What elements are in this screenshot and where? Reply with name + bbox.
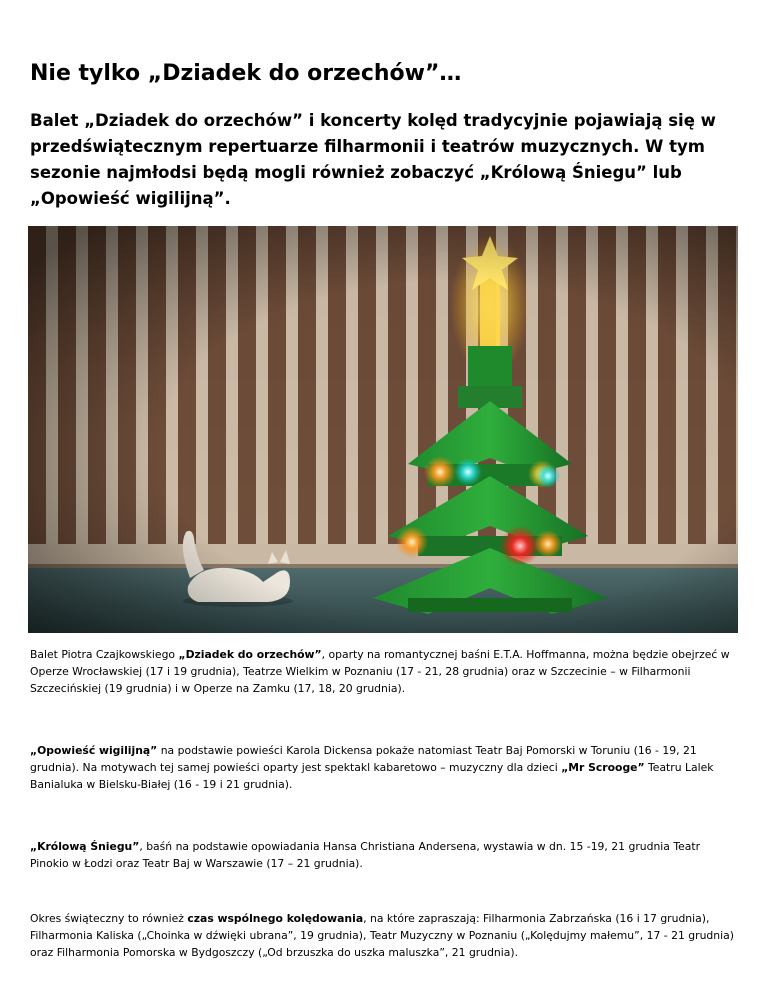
paragraph-text: , oparty na romantycznej baśni E.T.A. Hoffmanna, można będzie obejrzeć w Operze Wrocławskiej (17 i 19 grudnia), Teatrze Wielkim w Poznaniu (17 - 21, 28 grudnia) oraz w Szczecinie – w Filharmonii Szczecińskiej (19 grudnia) i w Operze na Zamku (17, 18, 20 grudnia).: [30, 648, 730, 695]
paragraph-text: , baśń na podstawie opowiadania Hansa Christiana Andersena, wystawia w dn. 15 -19, 21 grudnia Teatr Pinokio w Łodzi oraz Teatr Baj w Warszawie (17 – 21 grudnia).: [30, 840, 701, 870]
paragraph-snow-queen: [30, 838, 742, 872]
paragraph-carols: [30, 910, 742, 961]
paragraph-christmas-carol: [30, 742, 742, 793]
emphasis-title: „Dziadek do orzechów”: [178, 648, 322, 661]
paragraph-text: , na które zapraszają: Filharmonia Zabrzańska (16 i 17 grudnia), Filharmonia Kaliska („Choinka w dźwięki ubrana”, 19 grudnia), Teatr Muzyczny w Poznaniu („Kolędujmy małemu”, 17 - 21 grudnia) oraz Filharmonia Pomorska w Bydgoszczy („Od brzuszka do uszka maluszka”, 21 grudnia).: [30, 912, 734, 959]
article-title: Nie tylko „Dziadek do orzechów”…: [30, 61, 462, 86]
paragraph-text: Teatru Lalek Banialuka w Bielsku-Białej (16 - 19 i 21 grudnia).: [30, 761, 714, 791]
emphasis-title: „Mr Scrooge”: [561, 761, 645, 774]
paragraph-nutcracker: [30, 646, 742, 697]
emphasis-title: „Opowieść wigilijną”: [30, 744, 158, 757]
paragraph-text: na podstawie powieści Karola Dickensa pokaże natomiast Teatr Baj Pomorski w Toruniu (16 - 19, 21 grudnia). Na motywach tej samej powieści oparty jest spektakl kabaretowo – muzyczny dla dzieci: [30, 744, 697, 774]
paragraph-text: Okres świąteczny to również: [30, 912, 188, 925]
article-photo: [28, 226, 738, 633]
emphasis-title: „Królową Śniegu”: [30, 840, 140, 853]
article-lead: Balet „Dziadek do orzechów” i koncerty kolęd tradycyjnie pojawiają się w przedświątecznym repertuarze filharmonii i teatrów muzycznych. W tym sezonie najmłodsi będą mogli również zobaczyć „Królową Śniegu” lub „Opowieść wigilijną”.: [30, 111, 716, 208]
emphasis-phrase: czas wspólnego kolędowania: [187, 912, 364, 925]
paragraph-text: Balet Piotra Czajkowskiego: [30, 648, 179, 661]
